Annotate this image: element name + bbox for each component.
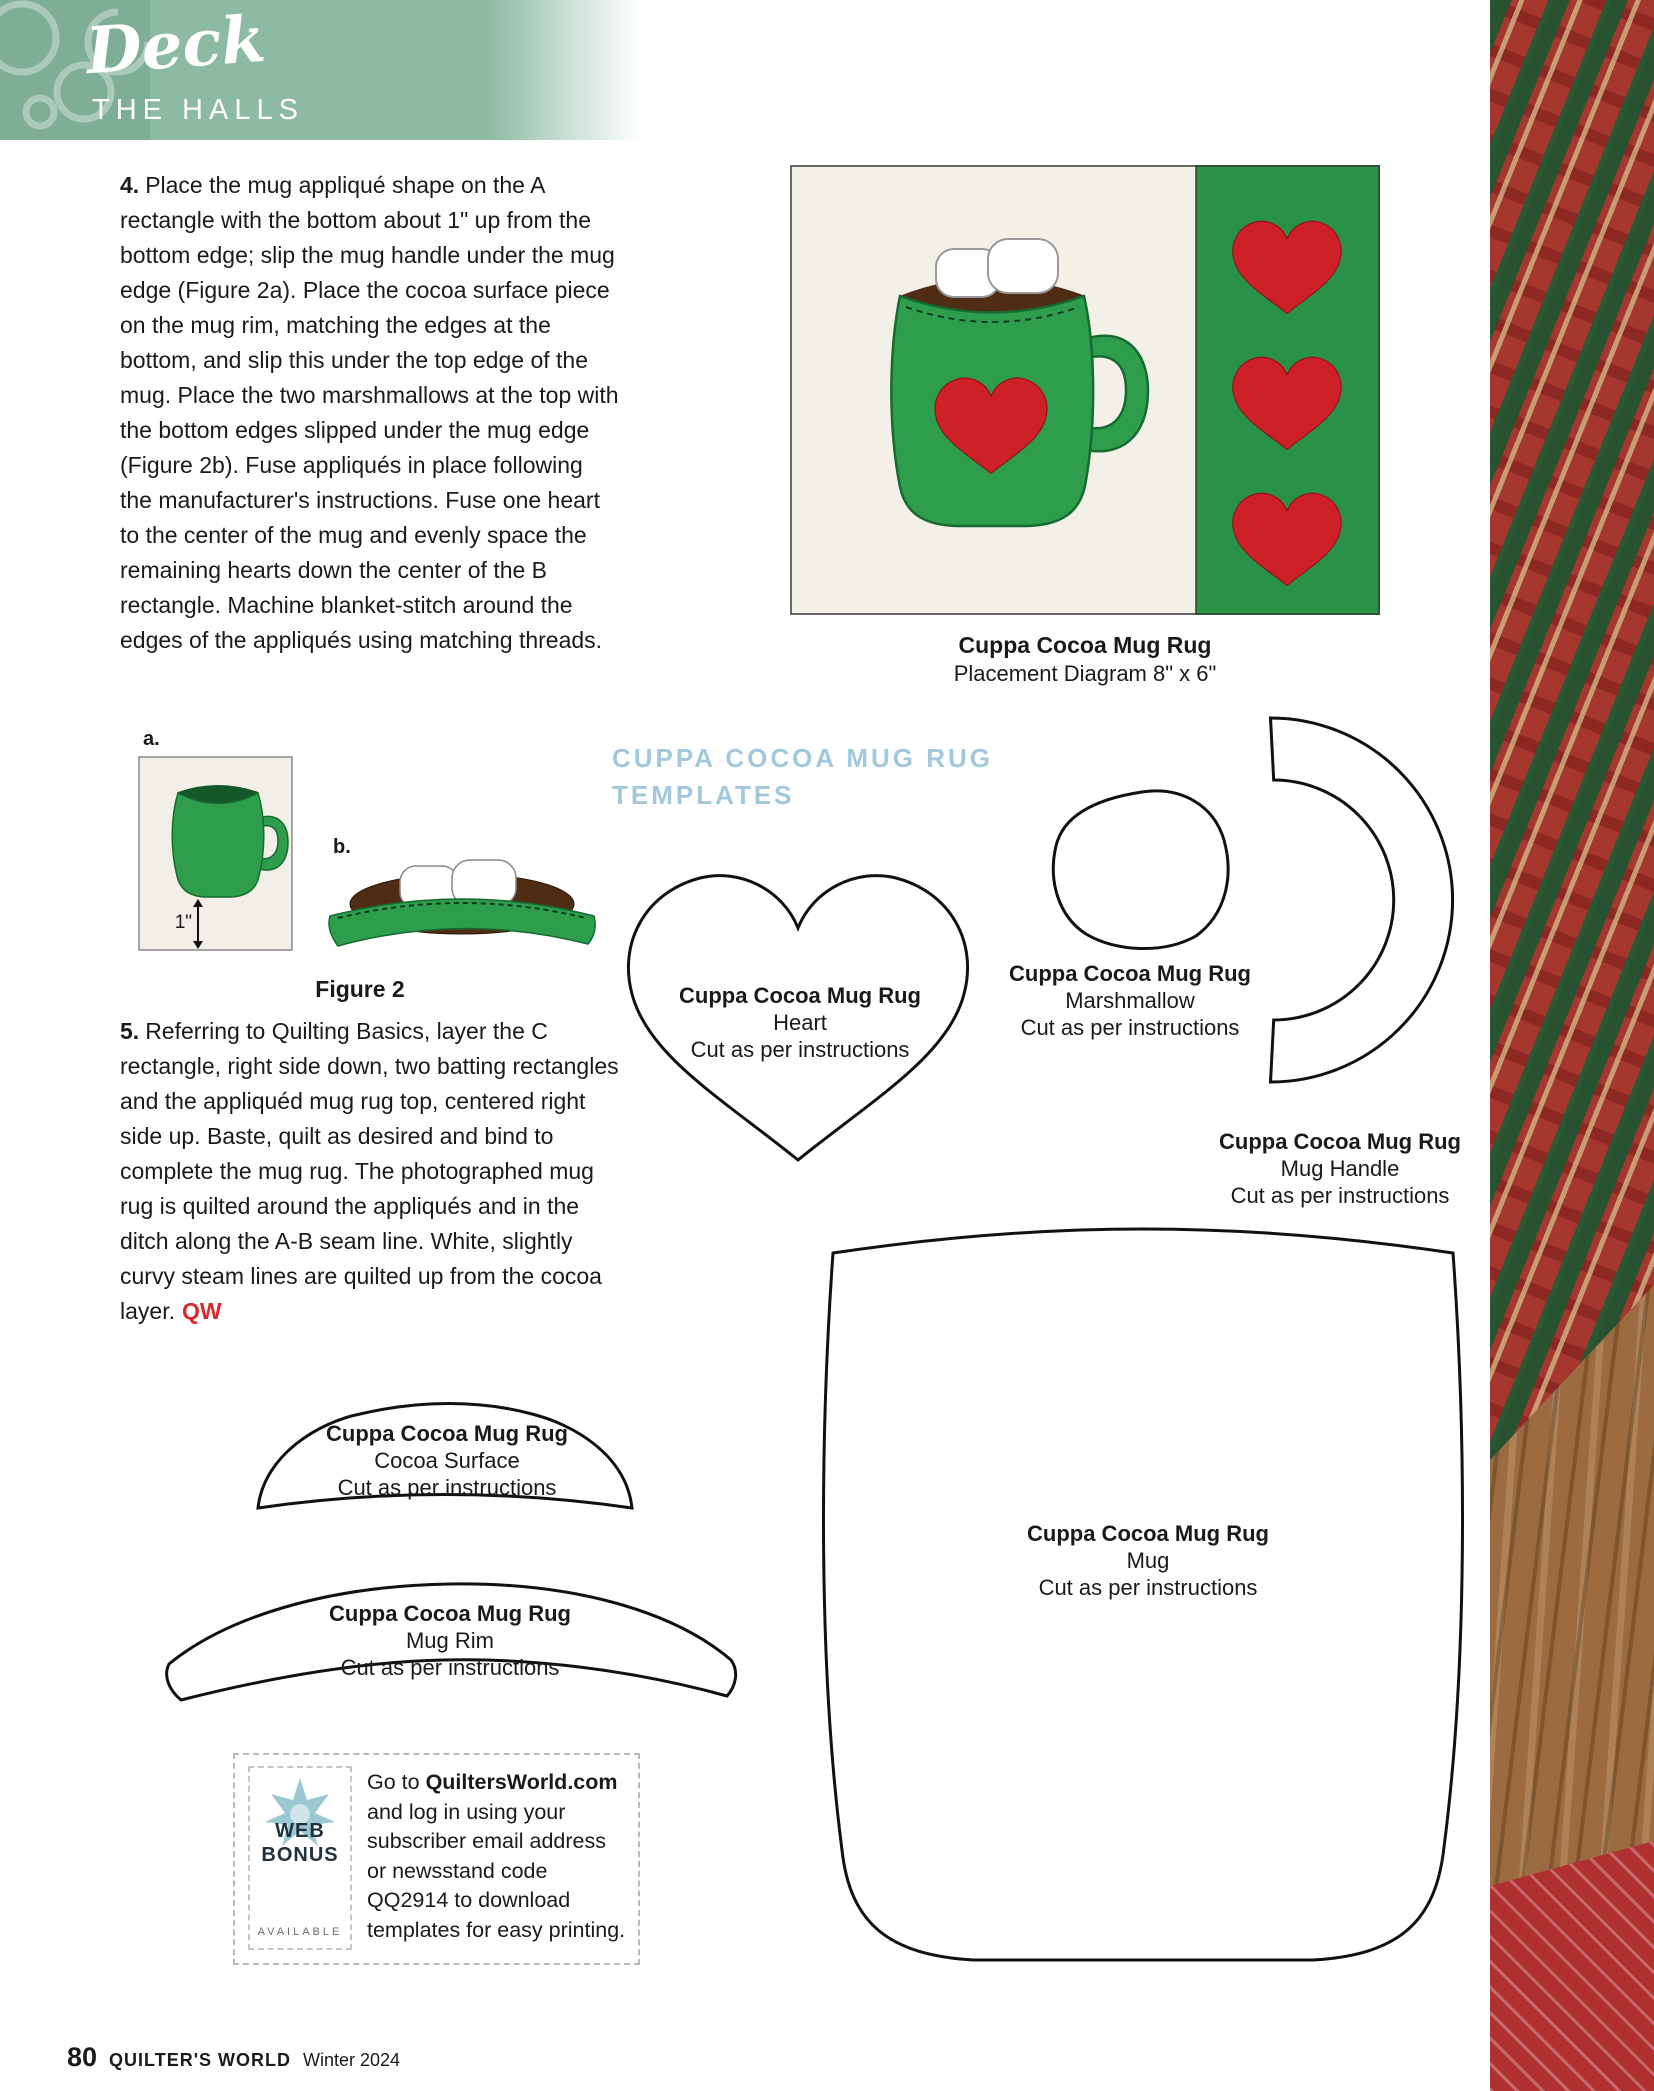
- magazine-name: QUILTER'S WORLD: [109, 2050, 291, 2070]
- marshmallow-template-name: Marshmallow: [1065, 988, 1195, 1013]
- cocoa-surface-template-note: Cut as per instructions: [337, 1475, 557, 1500]
- section-title-script: Deck: [83, 1, 268, 90]
- figure-2a-label: a.: [143, 728, 160, 750]
- step-5-paragraph: [120, 1014, 620, 1329]
- mug-handle-template-title: Cuppa Cocoa Mug Rug: [1219, 1129, 1461, 1154]
- mug-rim-template-label: [290, 1600, 610, 1681]
- mug-template-note: Cut as per instructions: [1038, 1575, 1258, 1600]
- step-4-number: 4.: [120, 172, 140, 198]
- figure-2b-graphic: [322, 856, 602, 961]
- mug-handle-template-note: Cut as per instructions: [1230, 1183, 1450, 1208]
- one-inch-measurement: 1": [174, 912, 192, 933]
- heart-template-label: [640, 982, 960, 1063]
- step-5-number: 5.: [120, 1018, 140, 1044]
- figure-2b-label: b.: [333, 836, 351, 858]
- mug-handle-template-shape: [1271, 718, 1453, 1082]
- page-number: 80: [67, 2042, 98, 2072]
- web-bonus-badge: [248, 1766, 352, 1950]
- figure-2-caption: Figure 2: [315, 976, 405, 1002]
- section-title-caps: THE HALLS: [92, 94, 304, 126]
- qw-endmark: QW: [181, 1298, 222, 1324]
- placement-diagram-graphic: [790, 165, 1380, 615]
- web-bonus-rest: and log in using your subscriber email address or newsstand code QQ2914 to download templates for easy printing.: [367, 1799, 626, 1942]
- step-4-paragraph: [120, 168, 620, 658]
- templates-heading-line1: CUPPA COCOA MUG RUG: [612, 743, 994, 773]
- heart-template-title: Cuppa Cocoa Mug Rug: [679, 983, 921, 1008]
- web-bonus-word-bonus: BONUS: [261, 1844, 339, 1866]
- web-bonus-available: AVAILABLE: [257, 1926, 343, 1938]
- marshmallow-template-title: Cuppa Cocoa Mug Rug: [1009, 961, 1251, 986]
- heart-template-name: Heart: [773, 1010, 827, 1035]
- cocoa-surface-template-name: Cocoa Surface: [374, 1448, 520, 1473]
- mug-rim-template-name: Mug Rim: [405, 1628, 494, 1653]
- mug-template-title: Cuppa Cocoa Mug Rug: [1027, 1521, 1269, 1546]
- mug-handle-template-name: Mug Handle: [1280, 1156, 1400, 1181]
- issue-name: Winter 2024: [302, 2050, 401, 2070]
- heart-template-note: Cut as per instructions: [690, 1037, 910, 1062]
- mug-rim-template-title: Cuppa Cocoa Mug Rug: [329, 1601, 571, 1626]
- marshmallow-template-note: Cut as per instructions: [1020, 1015, 1240, 1040]
- b-hearts: [1233, 221, 1341, 585]
- mug-handle-template-graphic: [1192, 700, 1468, 1100]
- placement-caption-sub: Placement Diagram 8" x 6": [953, 661, 1217, 686]
- web-bonus-site: QuiltersWorld.com: [425, 1770, 618, 1794]
- placement-caption: [830, 630, 1340, 688]
- plaid-fabric-photo: [1490, 0, 1654, 1460]
- step-4-text: Place the mug appliqué shape on the A rectangle with the bottom about 1" up from the bottom edge; slip the mug handle under the mug edge (Figure 2a). Place the cocoa surface piece on the mug rim, matching the edges at the bottom, and slip this under the top edge of the mug. Place the two marshmallows at the top with the bottom edges slipped under the mug edge (Figure 2b). Fuse appliqués in place following the manufacturer's instructions. Fuse one heart to the center of the mug and evenly space the remaining hearts down the center of the B rectangle. Machine blanket-stitch around the edges of the appliqués using matching threads.: [120, 172, 619, 653]
- page-footer: [67, 2042, 400, 2073]
- templates-heading-line2: TEMPLATES: [612, 780, 795, 810]
- web-bonus-word-web: WEB: [275, 1820, 325, 1842]
- mug-handle-template-label: [1175, 1128, 1505, 1209]
- web-bonus-go-to: Go to: [367, 1770, 426, 1794]
- mug-template-label: [983, 1520, 1313, 1601]
- mug-rim-template-note: Cut as per instructions: [340, 1655, 560, 1680]
- step-5-text: Referring to Quilting Basics, layer the C rectangle, right side down, two batting rectangles and the appliquéd mug rug top, centered right side up. Baste, quilt as desired and bind to complete the mug rug. The photographed mug rug is quilted around the appliqués and in the ditch along the A-B seam line. White, slightly curvy steam lines are quilted up from the cocoa layer.: [120, 1018, 619, 1324]
- placement-caption-title: Cuppa Cocoa Mug Rug: [958, 632, 1212, 658]
- mug-template-name: Mug: [1126, 1548, 1170, 1573]
- web-bonus-box: [233, 1753, 640, 1965]
- header-band: [0, 0, 640, 140]
- web-bonus-text: [367, 1768, 631, 1945]
- cocoa-surface-template-label: [287, 1420, 607, 1501]
- cocoa-surface-template-title: Cuppa Cocoa Mug Rug: [326, 1421, 568, 1446]
- photo-strip: [1490, 0, 1654, 2091]
- mini-mug-body: [172, 793, 264, 897]
- templates-heading: [612, 740, 1032, 814]
